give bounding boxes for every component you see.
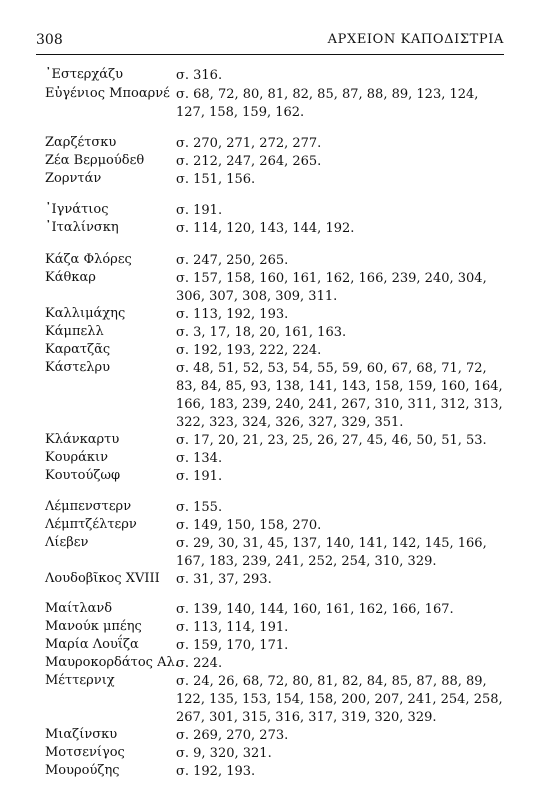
- entry-page-refs: σ. 113, 114, 191.: [176, 620, 289, 635]
- entry-name: Μανούκ μπέης: [45, 619, 142, 634]
- entry-page-refs: σ. 212, 247, 264, 265.: [176, 154, 322, 169]
- entry-name: Κάστελρυ: [45, 360, 111, 375]
- entry-page-refs: σ. 192, 193.: [176, 764, 256, 779]
- entry-page-refs: σ. 24, 26, 68, 72, 80, 81, 82, 84, 85, 87, 88, 89, 122, 135, 153, 154, 158, 200, 207, 241, 254, 258, 267, 301, 315, 316, 317, 319, 320, 329.: [176, 674, 503, 725]
- entry-name: Μαρία Λουΐζα: [45, 637, 139, 652]
- entry-name: Ζέα Βερμούδεθ: [45, 153, 145, 168]
- entry-name: Λίεβεν: [45, 535, 89, 550]
- entry-name: Λέμπενστερν: [45, 499, 132, 514]
- entry-page-refs: σ. 191.: [176, 469, 223, 484]
- entry-name: Κουτούζωφ: [45, 468, 121, 483]
- entry-name: ᾿Ιγνάτιος: [45, 202, 109, 217]
- entry-name: Μέττερνιχ: [45, 673, 115, 688]
- entry-name: ᾿Ιταλίνσκη: [45, 220, 119, 235]
- entry-page-refs: σ. 68, 72, 80, 81, 82, 85, 87, 88, 89, 123, 124, 127, 158, 159, 162.: [176, 87, 479, 120]
- entry-name: Κλάνκαρτυ: [45, 432, 120, 447]
- entry-name: Κάζα Φλόρες: [45, 252, 132, 267]
- entry-page-refs: σ. 155.: [176, 500, 223, 515]
- entry-page-refs: σ. 3, 17, 18, 20, 161, 163.: [176, 325, 347, 340]
- entry-name: Λουδοβῖκος XVIII: [45, 571, 160, 586]
- entry-page-refs: σ. 192, 193, 222, 224.: [176, 343, 322, 358]
- entry-name: Κάμπελλ: [45, 324, 104, 339]
- entry-name: ᾿Εστερχάζυ: [45, 67, 124, 82]
- entry-name: Μοτσενίγος: [45, 745, 125, 760]
- entry-name: Λέμπτζέλτερν: [45, 517, 137, 532]
- entry-page-refs: σ. 159, 170, 171.: [176, 638, 289, 653]
- entry-name: Κάθκαρ: [45, 270, 96, 285]
- entry-page-refs: σ. 269, 270, 273.: [176, 728, 289, 743]
- entry-page-refs: σ. 151, 156.: [176, 172, 256, 187]
- entry-page-refs: σ. 134.: [176, 451, 223, 466]
- entry-page-refs: σ. 114, 120, 143, 144, 192.: [176, 221, 355, 236]
- entry-page-refs: σ. 29, 30, 31, 45, 137, 140, 141, 142, 145, 166, 167, 183, 239, 241, 252, 254, 310, 329.: [176, 536, 487, 569]
- entry-page-refs: σ. 17, 20, 21, 23, 25, 26, 27, 45, 46, 50, 51, 53.: [176, 433, 487, 448]
- entry-name: Ζορντάν: [45, 171, 102, 186]
- entry-page-refs: σ. 9, 320, 321.: [176, 746, 272, 761]
- entry-name: Μιαζίνσκυ: [45, 727, 118, 742]
- entry-page-refs: σ. 157, 158, 160, 161, 162, 166, 239, 240, 304, 306, 307, 308, 309, 311.: [176, 271, 487, 304]
- entry-name: Εὐγένιος Μποαρνέ: [45, 86, 170, 101]
- entry-page-refs: σ. 270, 271, 272, 277.: [176, 136, 322, 151]
- page-number: 308: [36, 32, 63, 48]
- entry-page-refs: σ. 316.: [176, 68, 223, 83]
- entry-page-refs: σ. 149, 150, 158, 270.: [176, 518, 322, 533]
- entry-page-refs: σ. 31, 37, 293.: [176, 572, 272, 587]
- entry-name: Μαυροκορδάτος Αλ.: [45, 655, 179, 670]
- entry-name: Ζαρζέτσκυ: [45, 135, 117, 150]
- entry-name: Μουρούζης: [45, 763, 120, 778]
- entry-page-refs: σ. 191.: [176, 203, 223, 218]
- entry-name: Καρατζᾶς: [45, 342, 111, 357]
- entry-page-refs: σ. 224.: [176, 656, 223, 671]
- entry-page-refs: σ. 139, 140, 144, 160, 161, 162, 166, 167.: [176, 602, 454, 617]
- entry-name: Κουράκιν: [45, 450, 108, 465]
- entry-page-refs: σ. 247, 250, 265.: [176, 253, 289, 268]
- entry-name: Καλλιμάχης: [45, 306, 126, 321]
- running-title: ΑΡΧΕΙΟΝ ΚΑΠΟΔΙΣΤΡΙΑ: [327, 32, 504, 47]
- entry-name: Μαίτλανδ: [45, 601, 113, 616]
- entry-page-refs: σ. 48, 51, 52, 53, 54, 55, 59, 60, 67, 68, 71, 72, 83, 84, 85, 93, 138, 141, 143, 158, 159, 160, 164, 166, 183, 239, 240, 241, 267, 310, 311, 312, 313, 322, 323, 324, 326, 327, 329, 351.: [176, 361, 503, 430]
- entry-page-refs: σ. 113, 192, 193.: [176, 307, 289, 322]
- page-header: [36, 30, 504, 55]
